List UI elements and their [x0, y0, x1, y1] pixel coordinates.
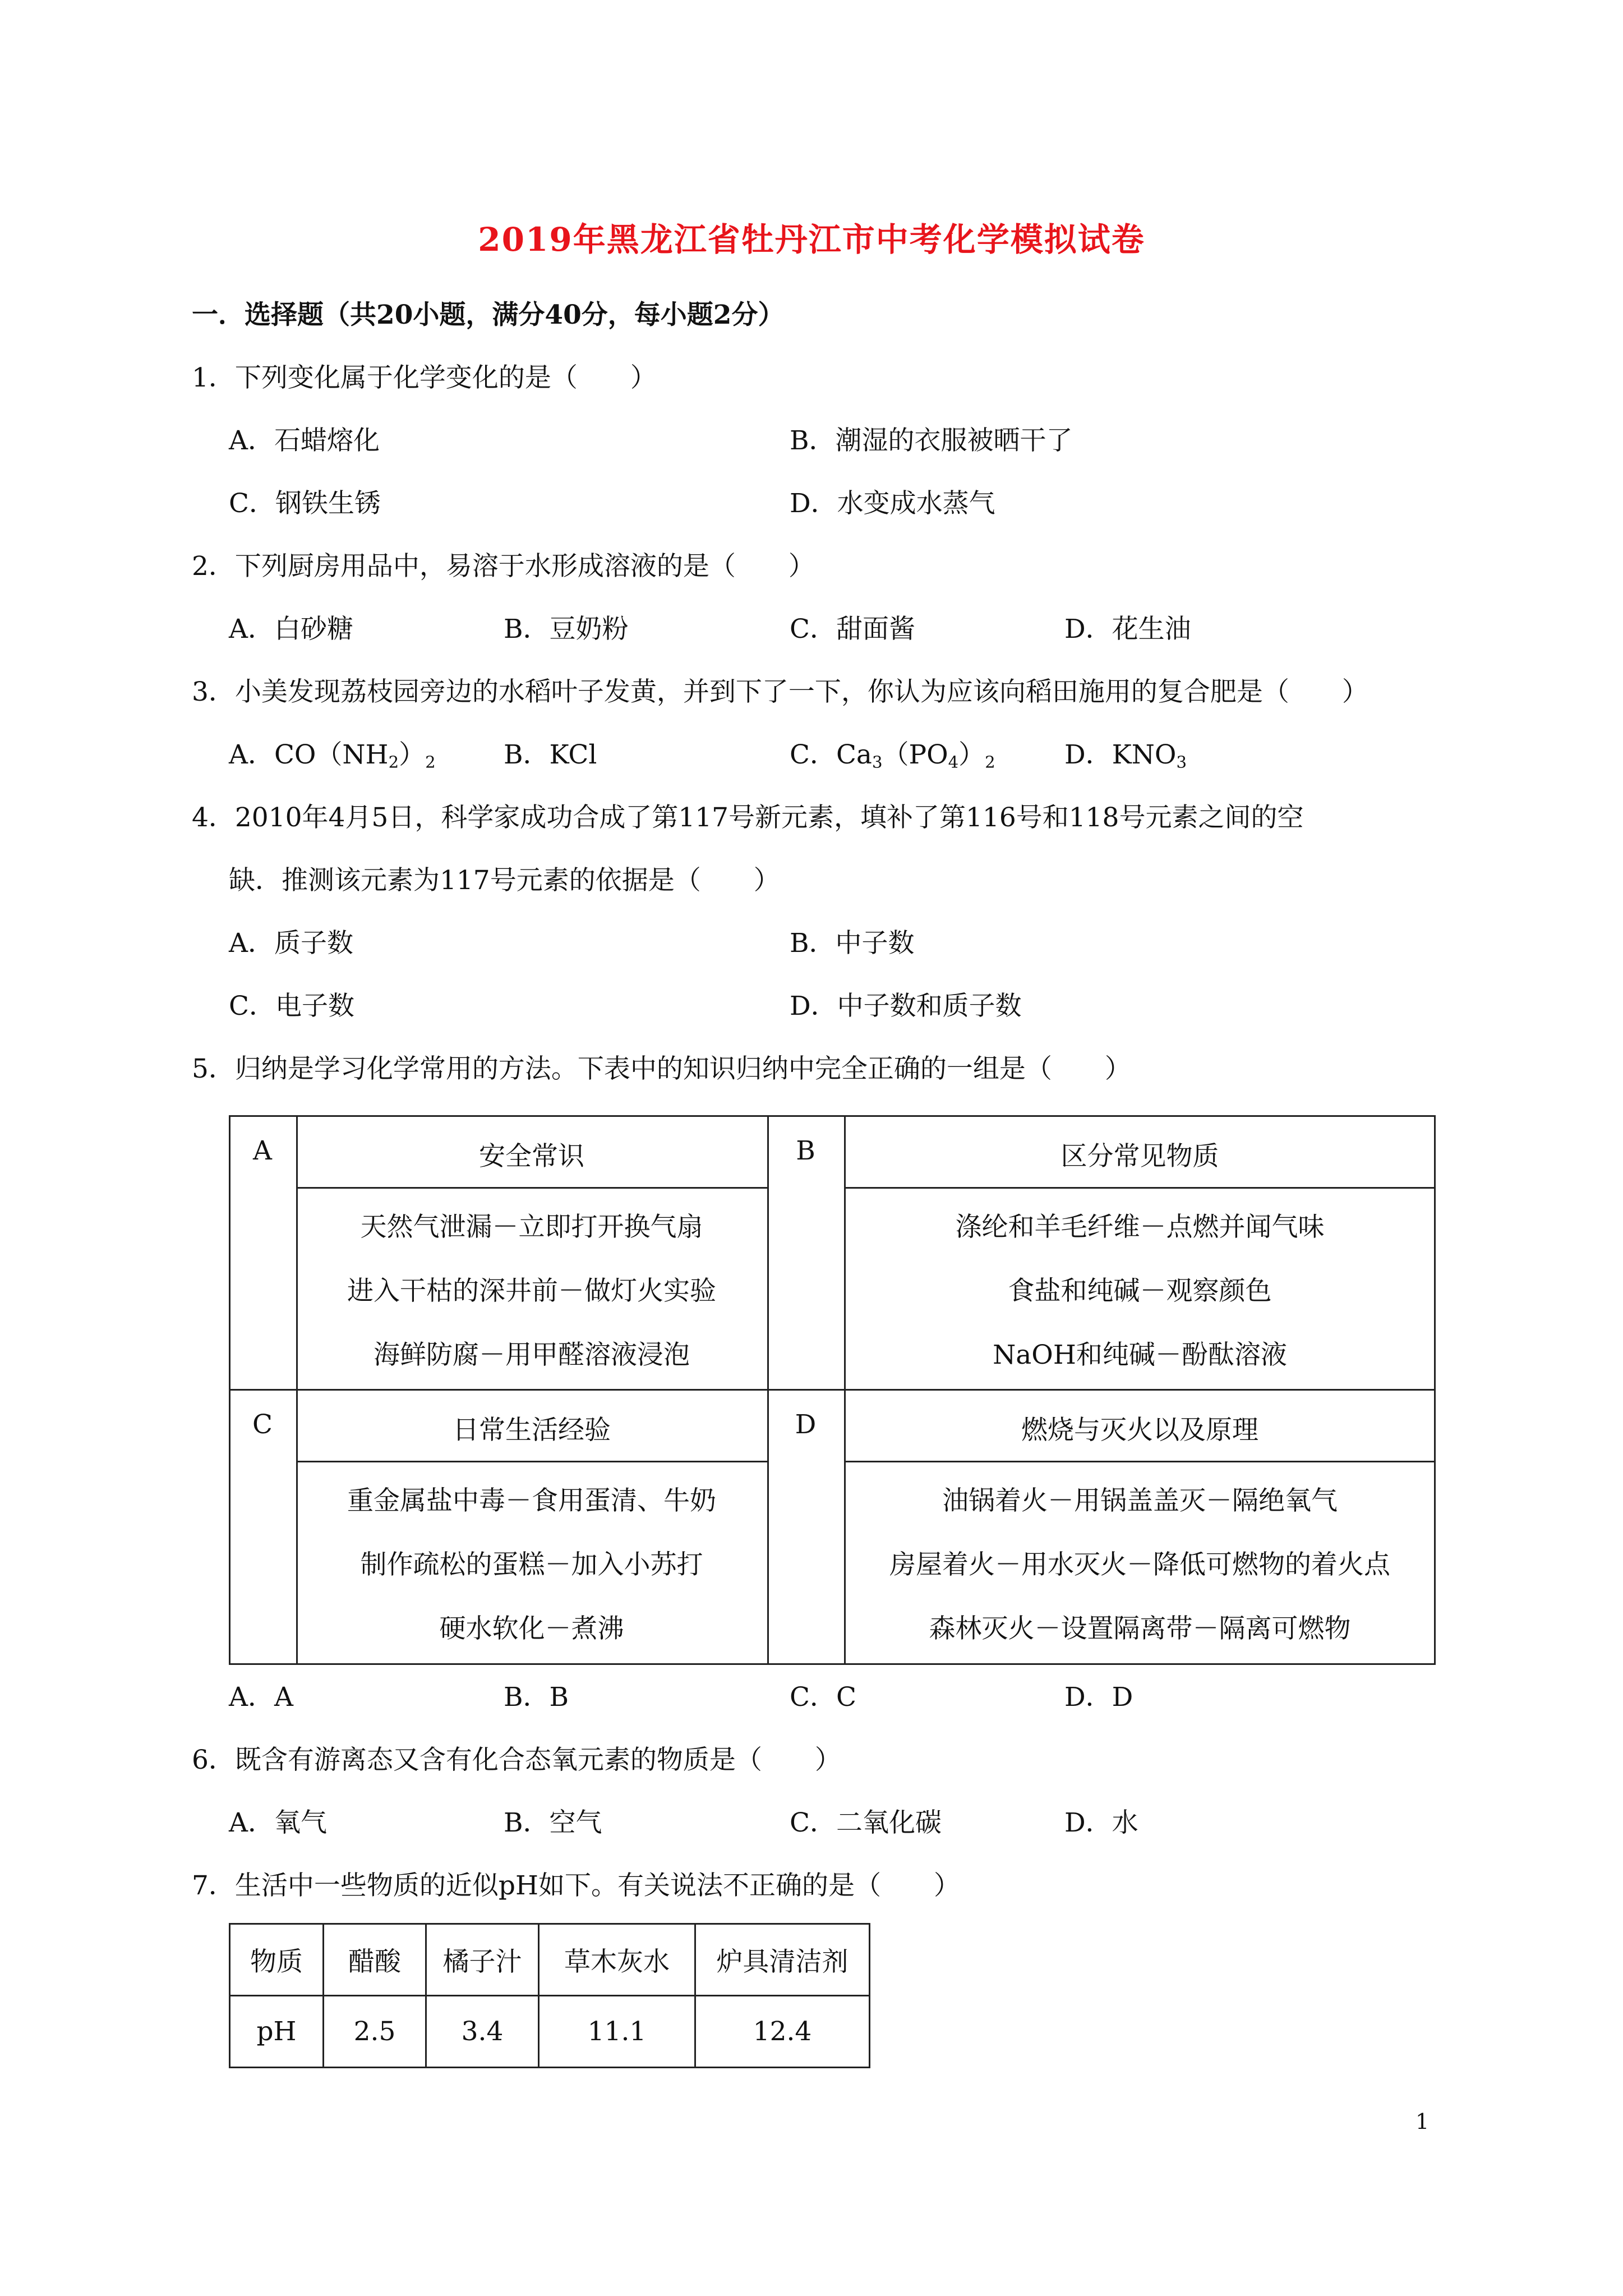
cell-header-d: 燃烧与灭火以及原理 — [1021, 1415, 1258, 1446]
cell-label-d: D — [795, 1409, 817, 1440]
q2-option-b: B．豆奶粉 — [504, 614, 629, 645]
table-cell: 草木灰水 — [539, 1924, 695, 1996]
q6-option-a: A．氧气 — [229, 1807, 327, 1838]
question-3-stem: 3．小美发现荔枝园旁边的水稻叶子发黄，并到下了一下，你认为应该向稻田施用的复合肥是（ ） — [192, 677, 1368, 707]
cell-d-line-2: 房屋着火－用水灭火－降低可燃物的着火点 — [889, 1549, 1390, 1580]
table-cell: 2.5 — [324, 1996, 426, 2068]
q4-option-c: C．电子数 — [229, 991, 354, 1022]
q4-option-d: D．中子数和质子数 — [790, 991, 1022, 1022]
section-heading: 一．选择题（共20小题，满分40分，每小题2分） — [192, 300, 785, 330]
table-cell: 11.1 — [539, 1996, 695, 2068]
cell-header-b: 区分常见物质 — [1061, 1141, 1219, 1172]
q3-option-d: D．$KNO_3$ — [1064, 739, 1187, 772]
question-7-stem: 7．生活中一些物质的近似pH如下。有关说法不正确的是（ ） — [192, 1870, 960, 1901]
page-number: 1 — [1415, 2109, 1430, 2134]
question-4-stem-line2: 缺．推测该元素为117号元素的依据是（ ） — [229, 865, 780, 896]
table-cell: 3.4 — [426, 1996, 539, 2068]
cell-c-line-1: 重金属盐中毒－食用蛋清、牛奶 — [347, 1485, 716, 1516]
question-4-stem-line1: 4．2010年4月5日，科学家成功合成了第117号新元素，填补了第116号和118号元素之间的空 — [192, 802, 1304, 833]
table-cell: pH — [230, 1996, 324, 2068]
table-cell: 橘子汁 — [426, 1924, 539, 1996]
q1-option-b: B．潮湿的衣服被晒干了 — [790, 425, 1073, 456]
cell-header-c: 日常生活经验 — [453, 1415, 611, 1446]
question-6-stem: 6．既含有游离态又含有化合态氧元素的物质是（ ） — [192, 1745, 841, 1775]
cell-b-line-2: 食盐和纯碱－观察颜色 — [1008, 1276, 1272, 1306]
cell-header-a: 安全常识 — [479, 1141, 584, 1172]
q5-option-d: D．D — [1064, 1682, 1133, 1713]
q4-option-b: B．中子数 — [790, 928, 915, 959]
question-5-stem: 5．归纳是学习化学常用的方法。下表中的知识归纳中完全正确的一组是（ ） — [192, 1053, 1131, 1084]
q2-option-c: C．甜面酱 — [790, 614, 915, 645]
q2-option-a: A．白砂糖 — [229, 614, 353, 645]
question-1-stem: 1．下列变化属于化学变化的是（ ） — [192, 362, 657, 393]
q5-option-c: C．C — [790, 1682, 856, 1713]
q3-option-b: B．KCl — [504, 739, 597, 770]
q3-option-a: A．$CO(NH_2)_2$ — [229, 739, 436, 772]
cell-d-line-3: 森林灭火－设置隔离带－隔离可燃物 — [929, 1613, 1351, 1644]
question-2-stem: 2．下列厨房用品中，易溶于水形成溶液的是（ ） — [192, 551, 815, 582]
knowledge-table — [229, 1115, 1436, 1665]
q3-option-c: C．$Ca_3(PO_4)_2$ — [790, 739, 995, 772]
table-cell: 醋酸 — [324, 1924, 426, 1996]
table-row — [230, 1924, 870, 1996]
table-cell: 炉具清洁剂 — [695, 1924, 870, 1996]
cell-b-line-1: 涤纶和羊毛纤维－点燃并闻气味 — [955, 1212, 1325, 1243]
q6-option-d: D．水 — [1064, 1807, 1138, 1838]
table-cell: 物质 — [230, 1924, 324, 1996]
table-row — [230, 1996, 870, 2068]
q1-option-a: A．石蜡熔化 — [229, 425, 380, 456]
cell-label-a: A — [253, 1135, 272, 1166]
cell-a-line-3: 海鲜防腐－用甲醛溶液浸泡 — [374, 1340, 690, 1370]
cell-a-line-2: 进入干枯的深井前－做灯火实验 — [347, 1276, 716, 1306]
cell-c-line-3: 硬水软化－煮沸 — [439, 1613, 624, 1644]
ph-table — [229, 1923, 870, 2068]
cell-d-line-1: 油锅着火－用锅盖盖灭－隔绝氧气 — [942, 1485, 1338, 1516]
q1-option-c: C．钢铁生锈 — [229, 488, 381, 519]
cell-b-line-3: NaOH和纯碱－酚酞溶液 — [993, 1340, 1287, 1370]
table-cell: 12.4 — [695, 1996, 870, 2068]
q6-option-c: C．二氧化碳 — [790, 1807, 942, 1838]
cell-label-c: C — [252, 1409, 273, 1440]
cell-c-line-2: 制作疏松的蛋糕－加入小苏打 — [360, 1549, 703, 1580]
q2-option-d: D．花生油 — [1064, 614, 1191, 645]
page-title: 2019年黑龙江省牡丹江市中考化学模拟试卷 — [478, 220, 1145, 259]
q1-option-d: D．水变成水蒸气 — [790, 488, 995, 519]
q5-option-b: B．B — [504, 1682, 569, 1713]
q6-option-b: B．空气 — [504, 1807, 602, 1838]
q4-option-a: A．质子数 — [229, 928, 353, 959]
cell-label-b: B — [796, 1135, 815, 1166]
cell-a-line-1: 天然气泄漏－立即打开换气扇 — [360, 1212, 703, 1243]
q5-option-a: A．A — [229, 1682, 293, 1713]
